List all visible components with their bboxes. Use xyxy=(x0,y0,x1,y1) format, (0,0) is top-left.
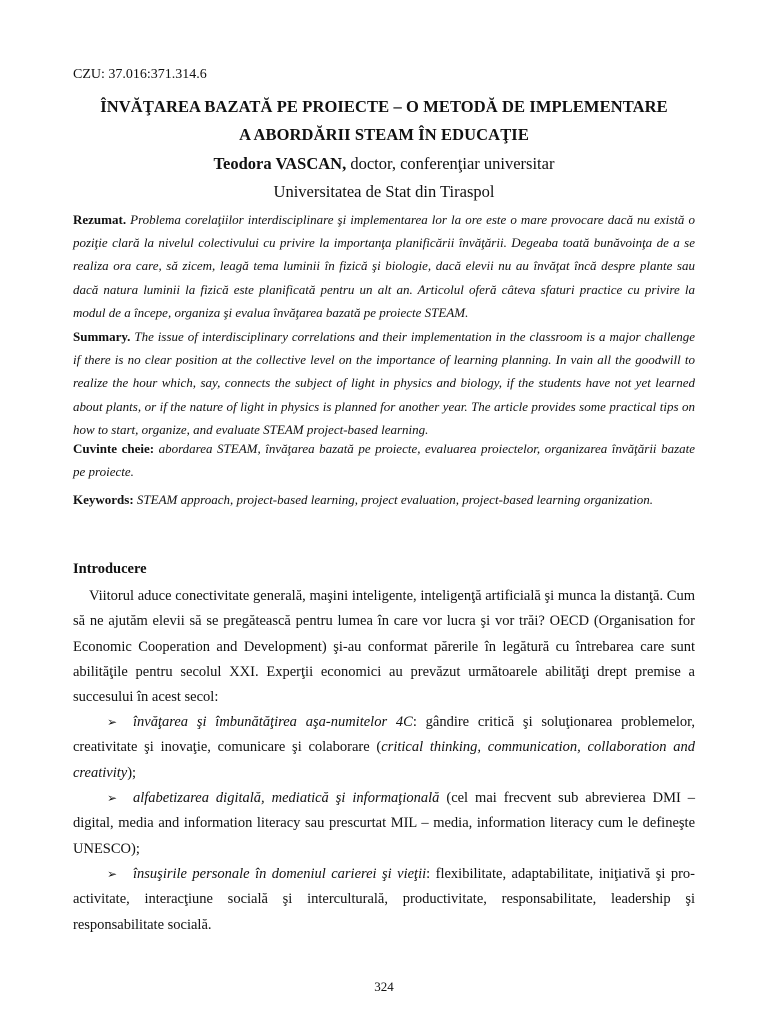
abstract-en xyxy=(73,325,695,441)
list-item xyxy=(73,786,695,862)
summary-label: Summary. xyxy=(73,329,131,344)
abstract-ro xyxy=(73,208,695,324)
intro-paragraph: Viitorul aduce conectivitate generală, maşini inteligente, inteligenţă artificială şi munca la distanţă. Cum să ne ajutăm elevii să se pregătească pentru lumea în care vor lucra şi vor trăi? OECD (Organisation for Economic Cooperation and Development) şi-au conformat părerile în legătură cu întrebarea care sunt abilităţile pentru secolul XXI. Experţii economici au prevăzut următoarele abilităţi drept premise a succesului în acest secol: xyxy=(73,588,695,706)
bullet-lead: învăţarea şi îmbunătăţirea aşa-numitelor 4C xyxy=(133,714,413,730)
author-name: Teodora VASCAN, xyxy=(213,154,347,173)
title-line-1: ÎNVĂŢAREA BAZATĂ PE PROIECTE – O METODĂ DE IMPLEMENTARE xyxy=(100,97,668,116)
list-item xyxy=(73,710,695,786)
arrow-bullet-icon: ➢ xyxy=(107,867,118,881)
rezumat-label: Rezumat. xyxy=(73,212,127,227)
title-line-2: A ABORDĂRII STEAM ÎN EDUCAŢIE xyxy=(239,125,529,144)
page-number: 324 xyxy=(374,979,394,994)
list-item xyxy=(73,862,695,938)
bullet-lead: însuşirile personale în domeniul carierei şi vieţii xyxy=(133,866,427,882)
czu-code: CZU: 37.016:371.314.6 xyxy=(73,67,207,82)
bullet-text: : gândire critică şi soluţionarea problemelor, creativitate şi inovaţie, comunicare şi colaborare ( xyxy=(73,714,695,756)
arrow-bullet-icon: ➢ xyxy=(107,791,118,805)
cuvinte-label: Cuvinte cheie: xyxy=(73,441,155,456)
bullet-text-end: ); xyxy=(127,764,137,781)
summary-text: The issue of interdisciplinary correlations and their implementation in the classroom is a major challenge if there is no clear position at the collective level on the importance of learning planning. In vain all the goodwill to realize the hour which, say, connects the subject of light in physics and biology, if the students have not yet learned about plants, or if the nature of light in physics is planned for another year. The article provides some practical tips on how to start, organize, and evaluate STEAM project-based learning. xyxy=(73,329,695,437)
section-heading-intro: Introducere xyxy=(73,561,147,577)
bullet-text: : flexibilitate, adaptabilitate, iniţiativă şi pro-activitate, interacţiune socială şi interculturală, productivitate, responsabilitate, leadership şi responsabilitate socială. xyxy=(73,866,695,933)
bullet-text-italic: critical thinking, communication, collaboration and creativity xyxy=(73,739,695,781)
author xyxy=(73,154,695,174)
cuvinte-text: abordarea STEAM, învăţarea bazată pe proiecte, evaluarea proiectelor, organizarea învăţării bazate pe proiecte. xyxy=(73,441,696,480)
keywords-en xyxy=(73,488,695,511)
author-role: doctor, conferenţiar universitar xyxy=(346,154,555,173)
affiliation: Universitatea de Stat din Tiraspol xyxy=(273,182,495,201)
keywords-ro xyxy=(73,437,695,483)
arrow-bullet-icon: ➢ xyxy=(107,715,118,729)
bullet-lead: alfabetizarea digitală, mediatică şi informaţională xyxy=(133,790,440,806)
keywords-text: STEAM approach, project-based learning, project evaluation, project-based learning organization. xyxy=(133,492,653,507)
keywords-label: Keywords: xyxy=(73,492,134,507)
bullet-text: (cel mai frecvent sub abrevierea DMI – digital, media and information literacy sau prescurtat MIL – media, information literacy cum le defineşte UNESCO); xyxy=(73,790,695,857)
rezumat-text: Problema corelaţiilor interdisciplinare şi implementarea lor la ore este o mare provocare dacă nu există o poziţie clară la nivelul colectivului cu privire la importanţa planificării învăţării. Degeaba toată bunăvoinţa de a se realiza ora care, să zicem, leagă tema luminii în fizică şi biologie, dacă elevii nu au învăţat încă despre plante sau dacă natura luminii la fizică este planificată pentru un alt an. Articolul oferă câteva sfaturi practice cu privire la modul de a începe, organiza şi evalua învăţarea bazată pe proiecte STEAM. xyxy=(73,212,695,320)
